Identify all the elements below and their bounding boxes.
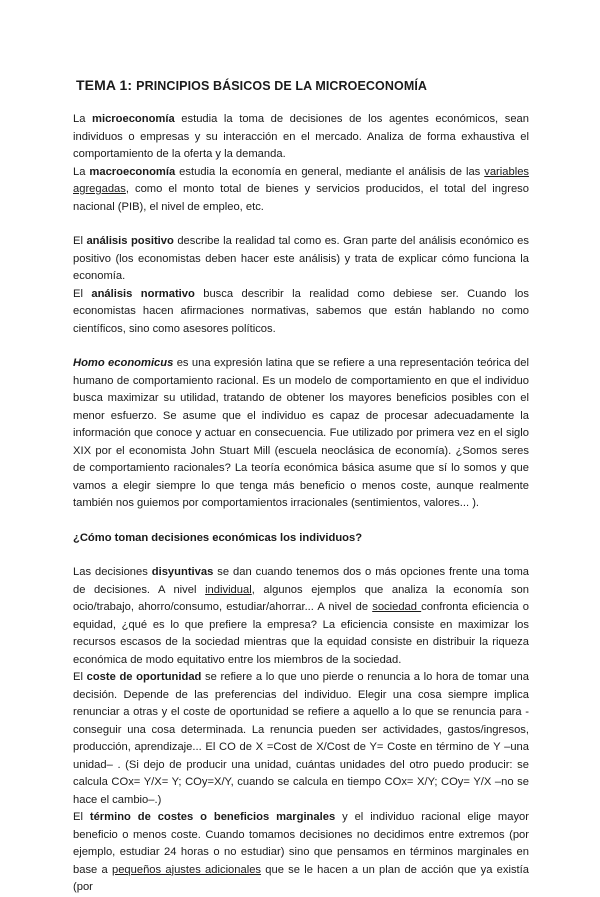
- text-run: estudia la economía en general, mediante el análisis de las: [175, 165, 485, 178]
- title-text: PRINCIPIOS BÁSICOS DE LA MICROECONOMÍA: [136, 79, 428, 93]
- paragraph-homo-economicus: [73, 355, 529, 513]
- text-run: La: [73, 165, 90, 178]
- paragraph-microeconomia: [73, 111, 529, 164]
- term-coste-oportunidad: coste de oportunidad: [86, 671, 202, 683]
- text-run: que se le hacen a un plan de acción que ya existía (por: [73, 863, 529, 893]
- spacer: [73, 338, 529, 355]
- paragraph-analisis-positivo: [73, 233, 529, 286]
- text-run: se dan cuando tenemos dos o más opciones frente una toma de decisiones. A nivel: [73, 566, 529, 596]
- text-run: confronta eficiencia o equidad, ¿qué es lo que prefiere la empresa? La eficiencia consiste en maximizar los recursos escasos de la sociedad mientras que la equidad consiste en distribuir la riqueza económica de modo equitativo entre los miembros de la sociedad.: [73, 601, 529, 666]
- underlined-individual: individual: [205, 583, 252, 596]
- paragraph-disyuntivas: [73, 564, 529, 669]
- section-heading: ¿Cómo toman decisiones económicas los individuos?: [73, 531, 363, 544]
- text-run: El: [73, 811, 90, 823]
- document-body: [73, 111, 529, 897]
- paragraph-macroeconomia: [73, 164, 529, 217]
- underlined-variables-agregadas: variables agregadas: [73, 165, 530, 195]
- term-disyuntivas: disyuntivas: [151, 566, 214, 578]
- paragraph-coste-oportunidad: [73, 669, 529, 809]
- term-macroeconomia: macroeconomía: [89, 165, 176, 178]
- text-run: , algunos ejemplos que analiza la economía son ocio/trabajo, ahorro/consumo, estudiar/ahorrar... A nivel de: [73, 583, 529, 613]
- text-run: Las decisiones: [73, 566, 152, 578]
- paragraph-marginales: [73, 809, 529, 897]
- text-run: El: [73, 235, 87, 247]
- spacer: [73, 547, 529, 564]
- text-run: es una expresión latina que se refiere a una representación teórica del humano de comportamiento racional. Es un modelo de comportamiento en que el individuo busca maximizar su utilidad, tratando de obtener los mayores beneficios posibles con el menor esfuerzo. Se asume que el individuo es capaz de procesar adecuadamente la información que conoce y actuar en consecuencia. Fue utilizado por primera vez en el siglo XIX por el economista John Stuart Mill (escuela neoclásica de economía). ¿Somos seres de comportamiento racionales? La teoría económica básica asume que sí lo somos y que vamos a elegir siempre lo que tenga más beneficio o menos coste, aunque realmente también nos guiemos por comportamientos irracionales (sentimientos, valores... ).: [73, 357, 529, 509]
- spacer: [73, 513, 529, 530]
- page-title: [76, 77, 427, 93]
- text-run: se refiere a lo que uno pierde o renuncia a lo hora de tomar una decisión. Depende de las preferencias del individuo. Elegir una cosa siempre implica renunciar a otras y el coste de oportunidad se refiere a aquello a lo que se renuncia para -conseguir una cosa determinada. La renuncia pueden ser actividades, gastos/ingresos, producción, aprendizaje... El CO de X =Cost de X/Cost de Y= Coste en término de Y –una unidad– . (Si dejo de producir una unidad, cuántas unidades del otro puedo producir: se calcula COx= Y/X= Y; COy=X/Y, cuando se calcula en tiempo COx= X/Y; COy= Y/X –no se hace el cambio–.): [73, 671, 529, 806]
- term-microeconomia: microeconomía: [92, 113, 175, 125]
- spacer: [73, 216, 529, 233]
- text-run: estudia la toma de decisiones de los agentes económicos, sean individuos o empresas y su interacción en el mercado. Analiza de forma exhaustiva el comportamiento de la oferta y la demanda.: [73, 113, 529, 160]
- term-analisis-normativo: análisis normativo: [91, 287, 195, 300]
- text-run: describe la realidad tal como es. Gran parte del análisis económico es positivo (los economistas deben hacer este análisis) y trata de explicar cómo funciona la economía.: [73, 235, 530, 282]
- text-run: La: [73, 113, 93, 125]
- text-run: El: [73, 287, 92, 300]
- text-run: , como el monto total de bienes y servicios producidos, el total del ingreso nacional (PIB), el nivel de empleo, etc.: [73, 183, 529, 213]
- term-costes-marginales: término de costes o beneficios marginales: [89, 811, 336, 823]
- text-run: El: [73, 671, 87, 683]
- term-homo-economicus: Homo economicus: [73, 357, 174, 369]
- text-run: busca describir la realidad como debiese ser. Cuando los economistas hacen afirmaciones normativas, sabemos que están hablando no como científicos, sino como asesores políticos.: [73, 287, 529, 335]
- underlined-pequenos-ajustes: pequeños ajustes adicionales: [111, 863, 262, 876]
- text-run: y el individuo racional elige mayor beneficio o menos coste. Cuando tomamos decisiones no decidimos entre extremos (por ejemplo, estudiar 24 horas o no estudiar) sino que pensamos en términos marginales en base a: [73, 811, 529, 876]
- title-prefix: TEMA 1:: [76, 77, 137, 93]
- term-analisis-positivo: análisis positivo: [86, 235, 174, 247]
- underlined-sociedad: sociedad: [372, 601, 422, 613]
- paragraph-analisis-normativo: [73, 286, 529, 339]
